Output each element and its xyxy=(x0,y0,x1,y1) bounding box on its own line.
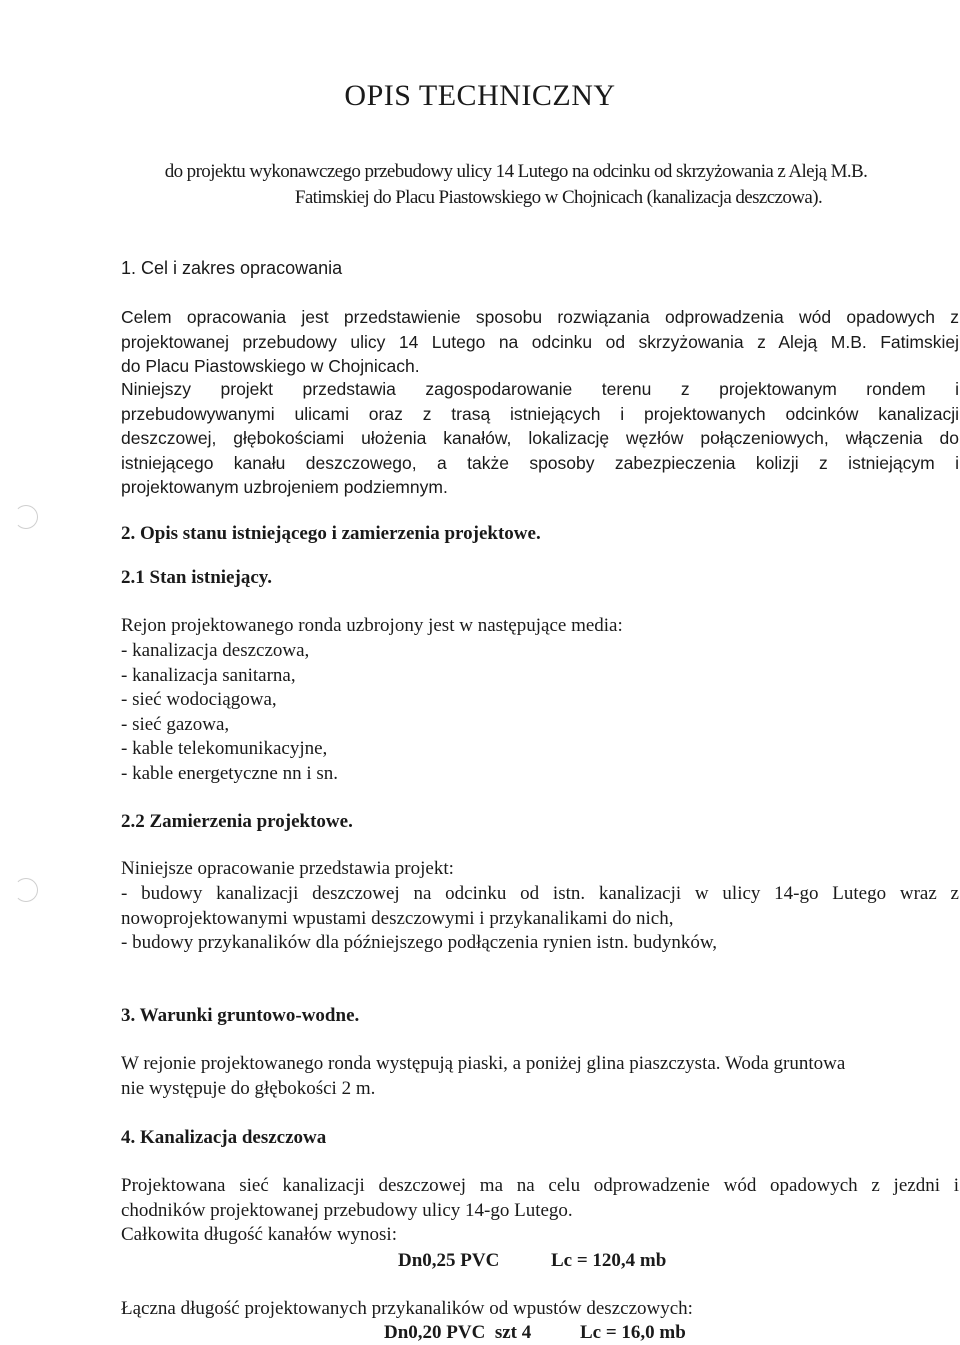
section-1-p2-line-4: istniejącego kanału deszczowego, a także sposoby zabezpieczenia kolizji z istniejącym i xyxy=(121,452,959,473)
punch-hole-bottom xyxy=(14,878,38,902)
section-1-p2-line-2: przebudowywanymi ulicami oraz z trasą istniejących i projektowanych odcinków kanalizacji xyxy=(121,403,959,424)
branch-pipe-length: Lc = 16,0 mb xyxy=(580,1322,686,1343)
section-1-p2-line-1: Niniejszy projekt przedstawia zagospodarowanie terenu z projektowanym rondem i xyxy=(121,379,959,399)
subtitle-line-2: Fatimskiej do Placu Piastowskiego w Chojnicach (kanalizacja deszczowa). xyxy=(294,187,823,208)
media-item: - kanalizacja deszczowa, xyxy=(121,640,310,661)
section-3-line-1: W rejonie projektowanego ronda występują piaski, a poniżej glina piaszczysta. Woda gruntowa xyxy=(121,1053,846,1074)
section-2-1-intro: Rejon projektowanego ronda uzbrojony jest w następujące media: xyxy=(121,615,623,636)
section-2-2-heading: 2.2 Zamierzenia projektowe. xyxy=(121,811,353,832)
section-1-paragraph-2 xyxy=(121,377,959,500)
subtitle-line-1: do projektu wykonawczego przebudowy ulicy 14 Lutego na odcinku od skrzyżowania z Aleją M.B. xyxy=(164,161,868,182)
punch-hole-top xyxy=(14,505,38,529)
media-item: - sieć gazowa, xyxy=(121,713,230,735)
branch-length-label: Łączna długość projektowanych przykanalików od wpustów deszczowych: xyxy=(121,1298,693,1319)
section-1-p1-line-2: projektowanej przebudowy ulicy 14 Lutego na odcinku od skrzyżowania z Aleją M.B. Fatimskiej xyxy=(121,331,959,352)
total-pipe-spec: Dn0,25 PVC xyxy=(398,1250,500,1271)
section-4-line-1: Projektowana sieć kanalizacji deszczowej ma na celu odprowadzenie wód opadowych z jezdni i xyxy=(121,1175,959,1196)
media-list xyxy=(121,639,338,786)
media-item: - sieć wodociągowa, xyxy=(121,689,277,710)
media-item: - kable telekomunikacyjne, xyxy=(121,738,328,759)
section-4-line-2: chodników projektowanej przebudowy ulicy 14-go Lutego. xyxy=(121,1199,573,1221)
section-2-2-paragraph xyxy=(121,882,959,956)
media-item: - kanalizacja sanitarna, xyxy=(121,664,296,686)
section-2-2-intro: Niniejsze opracowanie przedstawia projekt: xyxy=(121,858,454,879)
section-4-paragraph xyxy=(121,1174,959,1248)
section-2-2-line-3: - budowy przykanalików dla późniejszego podłączenia rynien istn. budynków, xyxy=(121,932,718,953)
section-1-p1-line-3: do Placu Piastowskiego w Chojnicach. xyxy=(121,356,420,376)
section-2-heading: 2. Opis stanu istniejącego i zamierzenia projektowe. xyxy=(121,523,541,544)
total-pipe-length: Lc = 120,4 mb xyxy=(551,1250,667,1271)
section-3-line-2: nie występuje do głębokości 2 m. xyxy=(121,1077,376,1099)
media-item: - kable energetyczne nn i sn. xyxy=(121,762,339,784)
section-4-heading: 4. Kanalizacja deszczowa xyxy=(121,1127,327,1148)
section-3-paragraph xyxy=(121,1052,951,1101)
section-1-heading: 1. Cel i zakres opracowania xyxy=(121,258,343,278)
section-3-heading: 3. Warunki gruntowo-wodne. xyxy=(121,1005,360,1026)
section-2-1-heading: 2.1 Stan istniejący. xyxy=(121,567,272,588)
section-1-p2-line-5: projektowanym uzbrojeniem podziemnym. xyxy=(121,477,448,497)
branch-pipe-spec: Dn0,20 PVC szt 4 xyxy=(384,1322,532,1343)
page-title: OPIS TECHNICZNY xyxy=(344,79,616,112)
section-4-total-label: Całkowita długość kanałów wynosi: xyxy=(121,1224,397,1245)
section-2-2-line-1: - budowy kanalizacji deszczowej na odcinku od istn. kanalizacji w ulicy 14-go Lutego wraz z xyxy=(121,883,959,904)
section-1-p2-line-3: deszczowej, głębokościami ułożenia kanałów, lokalizację węzłów połączeniowych, włączenia do xyxy=(121,428,959,448)
section-2-2-line-2: nowoprojektowanymi wpustami deszczowymi i przykanalikami do nich, xyxy=(121,907,674,929)
section-1-p1-line-1: Celem opracowania jest przedstawienie sposobu rozwiązania odprowadzenia wód opadowych z xyxy=(121,307,959,327)
section-1-paragraph-1 xyxy=(121,305,959,379)
